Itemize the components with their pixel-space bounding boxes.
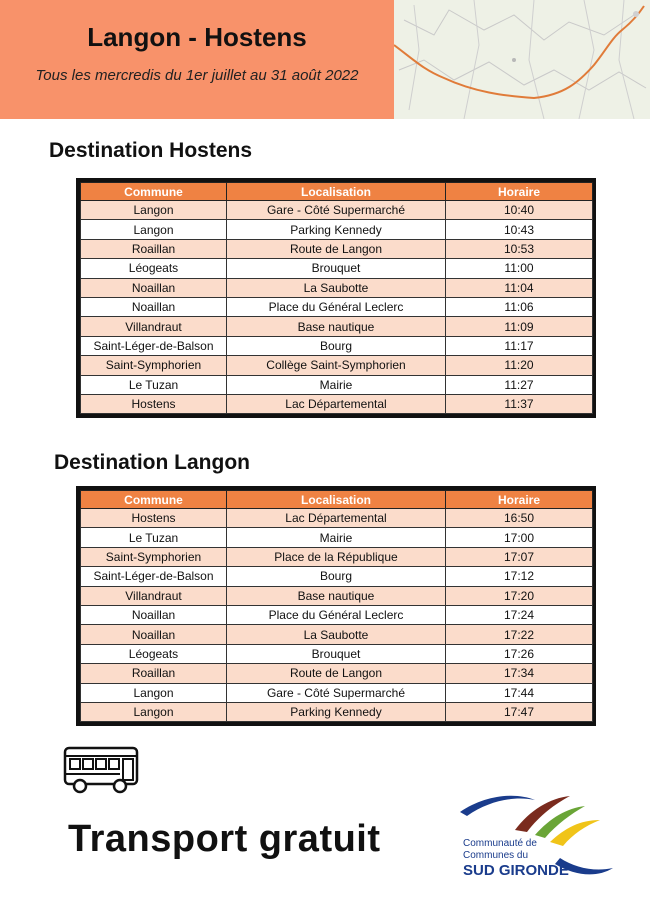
cell-localisation: Parking Kennedy: [227, 220, 446, 239]
col-header-localisation: Localisation: [227, 491, 446, 509]
table-row: [81, 683, 593, 702]
cell-localisation: Place du Général Leclerc: [227, 297, 446, 316]
table-row: [81, 220, 593, 239]
map-graphic: [394, 0, 650, 119]
cell-localisation: Base nautique: [227, 586, 446, 605]
cell-horaire: 17:22: [446, 625, 593, 644]
col-header-commune: Commune: [81, 183, 227, 201]
cell-horaire: 16:50: [446, 509, 593, 528]
cell-localisation: Place de la République: [227, 547, 446, 566]
cell-horaire: 17:07: [446, 547, 593, 566]
table-row: [81, 644, 593, 663]
cell-horaire: 11:04: [446, 278, 593, 297]
cell-commune: Saint-Symphorien: [81, 547, 227, 566]
cell-commune: Hostens: [81, 394, 227, 413]
cell-localisation: Gare - Côté Supermarché: [227, 683, 446, 702]
route-map: [394, 0, 650, 119]
cell-horaire: 17:20: [446, 586, 593, 605]
cell-commune: Le Tuzan: [81, 528, 227, 547]
table-row: [81, 625, 593, 644]
cell-localisation: La Saubotte: [227, 278, 446, 297]
cell-localisation: Mairie: [227, 528, 446, 547]
table-row: [81, 586, 593, 605]
cell-horaire: 11:27: [446, 375, 593, 394]
cell-localisation: Lac Départemental: [227, 394, 446, 413]
cell-horaire: 17:26: [446, 644, 593, 663]
cell-commune: Saint-Symphorien: [81, 356, 227, 375]
table-row: [81, 297, 593, 316]
cell-horaire: 17:47: [446, 702, 593, 721]
cell-horaire: 17:44: [446, 683, 593, 702]
cell-localisation: Bourg: [227, 567, 446, 586]
cell-horaire: 11:06: [446, 297, 593, 316]
header-banner: [0, 0, 394, 119]
table-row: [81, 567, 593, 586]
table-row: [81, 394, 593, 413]
table-row: [81, 702, 593, 721]
cell-horaire: 10:53: [446, 239, 593, 258]
table-hostens: [76, 178, 596, 418]
cell-horaire: 11:00: [446, 259, 593, 278]
page-subtitle: Tous les mercredis du 1er juillet au 31 août 2022: [35, 67, 359, 84]
table-row: [81, 259, 593, 278]
cell-commune: Noaillan: [81, 625, 227, 644]
table-row: [81, 528, 593, 547]
table-langon: [76, 486, 596, 726]
cell-localisation: Brouquet: [227, 259, 446, 278]
cell-commune: Langon: [81, 702, 227, 721]
logo-text-line3: SUD GIRONDE: [463, 862, 569, 879]
col-header-horaire: Horaire: [446, 183, 593, 201]
cell-horaire: 10:40: [446, 201, 593, 220]
cell-localisation: Mairie: [227, 375, 446, 394]
cell-commune: Noaillan: [81, 297, 227, 316]
table-row: [81, 336, 593, 355]
col-header-localisation: Localisation: [227, 183, 446, 201]
section-title-langon: Destination Langon: [54, 451, 250, 474]
cell-commune: Le Tuzan: [81, 375, 227, 394]
transport-gratuit-text: Transport gratuit: [68, 818, 381, 860]
cell-localisation: Parking Kennedy: [227, 702, 446, 721]
cell-horaire: 17:12: [446, 567, 593, 586]
table-row: [81, 356, 593, 375]
cell-horaire: 11:37: [446, 394, 593, 413]
cell-horaire: 10:43: [446, 220, 593, 239]
sud-gironde-logo: [455, 790, 615, 890]
cell-commune: Roaillan: [81, 664, 227, 683]
cell-commune: Roaillan: [81, 239, 227, 258]
table-row: [81, 317, 593, 336]
cell-horaire: 11:17: [446, 336, 593, 355]
cell-commune: Langon: [81, 683, 227, 702]
cell-commune: Léogeats: [81, 644, 227, 663]
logo-text-line1: Communauté de: [463, 838, 537, 849]
logo-text-line2: Communes du: [463, 850, 529, 861]
page-title: Langon - Hostens: [87, 22, 307, 52]
cell-commune: Langon: [81, 201, 227, 220]
cell-commune: Villandraut: [81, 317, 227, 336]
cell-commune: Hostens: [81, 509, 227, 528]
table-row: [81, 547, 593, 566]
table-row: [81, 664, 593, 683]
cell-commune: Noaillan: [81, 605, 227, 624]
cell-localisation: Bourg: [227, 336, 446, 355]
cell-localisation: Collège Saint-Symphorien: [227, 356, 446, 375]
table-row: [81, 201, 593, 220]
cell-commune: Saint-Léger-de-Balson: [81, 567, 227, 586]
bus-icon: [62, 742, 140, 798]
cell-localisation: La Saubotte: [227, 625, 446, 644]
cell-horaire: 11:09: [446, 317, 593, 336]
cell-commune: Langon: [81, 220, 227, 239]
table-row: [81, 278, 593, 297]
cell-localisation: Brouquet: [227, 644, 446, 663]
cell-commune: Léogeats: [81, 259, 227, 278]
cell-horaire: 17:24: [446, 605, 593, 624]
cell-horaire: 17:34: [446, 664, 593, 683]
cell-horaire: 11:20: [446, 356, 593, 375]
table-row: [81, 605, 593, 624]
cell-commune: Villandraut: [81, 586, 227, 605]
cell-localisation: Gare - Côté Supermarché: [227, 201, 446, 220]
cell-localisation: Route de Langon: [227, 239, 446, 258]
cell-localisation: Lac Départemental: [227, 509, 446, 528]
cell-horaire: 17:00: [446, 528, 593, 547]
table-row: [81, 509, 593, 528]
cell-commune: Saint-Léger-de-Balson: [81, 336, 227, 355]
col-header-commune: Commune: [81, 491, 227, 509]
cell-localisation: Place du Général Leclerc: [227, 605, 446, 624]
table-row: [81, 239, 593, 258]
cell-commune: Noaillan: [81, 278, 227, 297]
table-row: [81, 375, 593, 394]
cell-localisation: Base nautique: [227, 317, 446, 336]
cell-localisation: Route de Langon: [227, 664, 446, 683]
section-title-hostens: Destination Hostens: [49, 139, 253, 162]
col-header-horaire: Horaire: [446, 491, 593, 509]
